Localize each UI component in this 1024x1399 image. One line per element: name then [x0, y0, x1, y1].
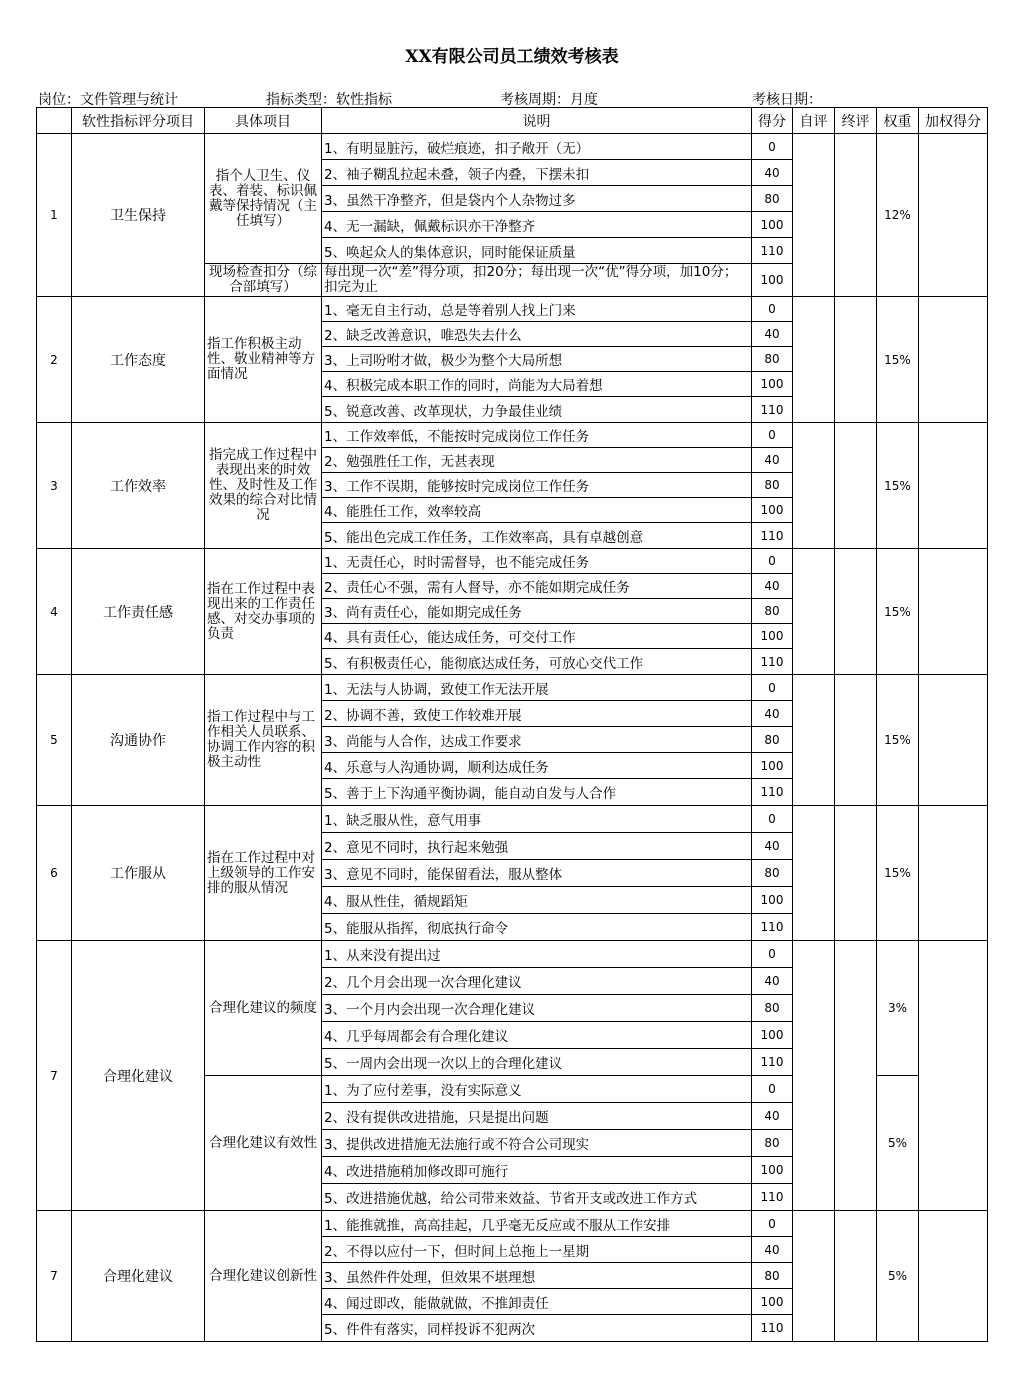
- final-eval-cell[interactable]: [835, 675, 877, 806]
- criteria-text: 2、责任心不强，需有人督导，亦不能如期完成任务: [322, 574, 752, 599]
- final-eval-cell[interactable]: [835, 806, 877, 941]
- weighted-score-cell[interactable]: [919, 423, 988, 549]
- weighted-score-cell[interactable]: [919, 806, 988, 941]
- weighted-score-cell[interactable]: [919, 1211, 988, 1342]
- score-cell: 40: [752, 1237, 793, 1263]
- score-cell: 40: [752, 701, 793, 727]
- criteria-text: 4、服从性佳，循规蹈矩: [322, 887, 752, 914]
- col-header-detail: 具体项目: [205, 108, 322, 134]
- indicator-type-label: 指标类型：软性指标: [266, 92, 392, 108]
- weight-cell: 15%: [877, 806, 919, 941]
- score-cell: 0: [752, 941, 793, 968]
- criteria-text: 4、具有责任心，能达成任务，可交付工作: [322, 624, 752, 649]
- weight-cell: 5%: [877, 1211, 919, 1342]
- col-header-index: [37, 108, 72, 134]
- criteria-text: 1、有明显脏污，破烂痕迹，扣子敞开（无）: [322, 134, 752, 160]
- detail-description: 指个人卫生、仪表、着装、标识佩戴等保持情况（主任填写）: [205, 134, 322, 264]
- criteria-text: 4、乐意与人沟通协调，顺利达成任务: [322, 753, 752, 779]
- criteria-text: 每出现一次“差”得分项，扣20分；每出现一次“优”得分项，加10分；扣完为止: [322, 264, 752, 297]
- score-cell: 100: [752, 264, 793, 297]
- criteria-text: 2、没有提供改进措施，只是提出问题: [322, 1103, 752, 1130]
- table-row: [37, 549, 988, 574]
- col-header-description: 说明: [322, 108, 752, 134]
- metric-name: 工作态度: [72, 297, 205, 423]
- col-header-score: 得分: [752, 108, 793, 134]
- metric-name: 合理化建议: [72, 1211, 205, 1342]
- criteria-text: 3、虽然干净整齐，但是袋内个人杂物过多: [322, 186, 752, 212]
- criteria-text: 2、几个月会出现一次合理化建议: [322, 968, 752, 995]
- criteria-text: 3、上司吩咐才做，极少为整个大局所想: [322, 347, 752, 372]
- criteria-text: 1、从来没有提出过: [322, 941, 752, 968]
- criteria-text: 4、能胜任工作，效率较高: [322, 498, 752, 523]
- weight-cell: 15%: [877, 675, 919, 806]
- criteria-text: 5、锐意改善、改革现状，力争最佳业绩: [322, 397, 752, 423]
- weight-cell: 5%: [877, 1076, 919, 1211]
- score-cell: 80: [752, 727, 793, 753]
- date-label: 考核日期：: [752, 92, 822, 108]
- criteria-text: 2、意见不同时，执行起来勉强: [322, 833, 752, 860]
- score-cell: 110: [752, 1049, 793, 1076]
- final-eval-cell[interactable]: [835, 941, 877, 1211]
- table-row: [37, 806, 988, 833]
- score-cell: 100: [752, 498, 793, 523]
- table-row: [37, 1211, 988, 1237]
- score-cell: 110: [752, 238, 793, 264]
- criteria-text: 5、能服从指挥，彻底执行命令: [322, 914, 752, 941]
- score-cell: 100: [752, 1289, 793, 1315]
- self-eval-cell[interactable]: [793, 297, 835, 423]
- position-label: 岗位：文件管理与统计: [38, 92, 178, 108]
- score-cell: 80: [752, 1263, 793, 1289]
- col-header-self-eval: 自评: [793, 108, 835, 134]
- score-cell: 40: [752, 1103, 793, 1130]
- criteria-text: 1、能推就推，高高挂起，几乎毫无反应或不服从工作安排: [322, 1211, 752, 1237]
- score-cell: 110: [752, 779, 793, 806]
- detail-description: 指工作积极主动性、敬业精神等方面情况: [205, 297, 322, 423]
- row-index: 7: [37, 941, 72, 1211]
- criteria-text: 3、意见不同时，能保留看法，服从整体: [322, 860, 752, 887]
- criteria-text: 1、无责任心，时时需督导，也不能完成任务: [322, 549, 752, 574]
- score-cell: 100: [752, 1157, 793, 1184]
- score-cell: 80: [752, 347, 793, 372]
- criteria-text: 1、毫无自主行动，总是等着别人找上门来: [322, 297, 752, 322]
- metric-name: 工作责任感: [72, 549, 205, 675]
- weighted-score-cell[interactable]: [919, 941, 988, 1211]
- metric-name: 合理化建议: [72, 941, 205, 1211]
- score-cell: 40: [752, 833, 793, 860]
- score-cell: 110: [752, 397, 793, 423]
- page-title: XX有限公司员工绩效考核表: [405, 47, 619, 67]
- score-cell: 0: [752, 549, 793, 574]
- weight-cell: 15%: [877, 423, 919, 549]
- col-header-weighted-score: 加权得分: [919, 108, 988, 134]
- criteria-text: 5、件件有落实，同样投诉不犯两次: [322, 1315, 752, 1342]
- weighted-score-cell[interactable]: [919, 297, 988, 423]
- score-cell: 80: [752, 186, 793, 212]
- score-cell: 80: [752, 860, 793, 887]
- weighted-score-cell[interactable]: [919, 134, 988, 297]
- criteria-text: 3、提供改进措施无法施行或不符合公司现实: [322, 1130, 752, 1157]
- score-cell: 80: [752, 995, 793, 1022]
- table-row: [37, 423, 988, 448]
- criteria-text: 3、工作不误期，能够按时完成岗位工作任务: [322, 473, 752, 498]
- score-cell: 80: [752, 1130, 793, 1157]
- criteria-text: 5、改进措施优越，给公司带来效益、节省开支或改进工作方式: [322, 1184, 752, 1211]
- self-eval-cell[interactable]: [793, 549, 835, 675]
- row-index: 7: [37, 1211, 72, 1342]
- final-eval-cell[interactable]: [835, 549, 877, 675]
- final-eval-cell[interactable]: [835, 423, 877, 549]
- criteria-text: 5、唤起众人的集体意识，同时能保证质量: [322, 238, 752, 264]
- criteria-text: 4、无一漏缺，佩戴标识亦干净整齐: [322, 212, 752, 238]
- criteria-text: 3、一个月内会出现一次合理化建议: [322, 995, 752, 1022]
- evaluation-table: [36, 107, 988, 1342]
- self-eval-cell[interactable]: [793, 423, 835, 549]
- detail-description: 现场检查扣分（综合部填写）: [205, 264, 322, 297]
- score-cell: 80: [752, 473, 793, 498]
- col-header-item: 软性指标评分项目: [72, 108, 205, 134]
- score-cell: 110: [752, 1315, 793, 1342]
- criteria-text: 4、几乎每周都会有合理化建议: [322, 1022, 752, 1049]
- self-eval-cell[interactable]: [793, 1211, 835, 1342]
- metric-name: 工作效率: [72, 423, 205, 549]
- col-header-weight: 权重: [877, 108, 919, 134]
- weighted-score-cell[interactable]: [919, 675, 988, 806]
- metric-name: 卫生保持: [72, 134, 205, 297]
- criteria-text: 3、尚有责任心，能如期完成任务: [322, 599, 752, 624]
- score-cell: 110: [752, 1184, 793, 1211]
- row-index: 5: [37, 675, 72, 806]
- score-cell: 100: [752, 212, 793, 238]
- weight-cell: 15%: [877, 297, 919, 423]
- metric-name: 沟通协作: [72, 675, 205, 806]
- score-cell: 40: [752, 968, 793, 995]
- score-cell: 0: [752, 423, 793, 448]
- criteria-text: 5、有积极责任心，能彻底达成任务，可放心交代工作: [322, 649, 752, 675]
- col-header-final-eval: 终评: [835, 108, 877, 134]
- criteria-text: 1、无法与人协调，致使工作无法开展: [322, 675, 752, 701]
- criteria-text: 3、虽然件件处理，但效果不堪理想: [322, 1263, 752, 1289]
- score-cell: 110: [752, 649, 793, 675]
- criteria-text: 4、积极完成本职工作的同时，尚能为大局着想: [322, 372, 752, 397]
- score-cell: 40: [752, 448, 793, 473]
- criteria-text: 4、改进措施稍加修改即可施行: [322, 1157, 752, 1184]
- score-cell: 40: [752, 322, 793, 347]
- criteria-text: 1、工作效率低，不能按时完成岗位工作任务: [322, 423, 752, 448]
- score-cell: 100: [752, 887, 793, 914]
- detail-description: 合理化建议有效性: [205, 1076, 322, 1211]
- weight-cell: 12%: [877, 134, 919, 297]
- score-cell: 0: [752, 1076, 793, 1103]
- weight-cell: 3%: [877, 941, 919, 1076]
- criteria-text: 2、袖子糊乱拉起未叠，领子内叠，下摆未扣: [322, 160, 752, 186]
- self-eval-cell[interactable]: [793, 941, 835, 1211]
- row-index: 2: [37, 297, 72, 423]
- score-cell: 0: [752, 675, 793, 701]
- self-eval-cell[interactable]: [793, 806, 835, 941]
- criteria-text: 1、为了应付差事，没有实际意义: [322, 1076, 752, 1103]
- criteria-text: 3、尚能与人合作，达成工作要求: [322, 727, 752, 753]
- score-cell: 110: [752, 523, 793, 549]
- self-eval-cell[interactable]: [793, 134, 835, 297]
- score-cell: 100: [752, 1022, 793, 1049]
- score-cell: 0: [752, 134, 793, 160]
- row-index: 4: [37, 549, 72, 675]
- final-eval-cell[interactable]: [835, 1211, 877, 1342]
- table-row: [37, 941, 988, 968]
- row-index: 3: [37, 423, 72, 549]
- criteria-text: 5、能出色完成工作任务，工作效率高，具有卓越创意: [322, 523, 752, 549]
- row-index: 1: [37, 134, 72, 297]
- metric-name: 工作服从: [72, 806, 205, 941]
- detail-description: 指工作过程中与工作相关人员联系、协调工作内容的积极主动性: [205, 675, 322, 806]
- row-index: 6: [37, 806, 72, 941]
- criteria-text: 5、一周内会出现一次以上的合理化建议: [322, 1049, 752, 1076]
- criteria-text: 2、不得以应付一下，但时间上总拖上一星期: [322, 1237, 752, 1263]
- period-label: 考核周期：月度: [500, 92, 598, 108]
- header-row: [37, 108, 988, 134]
- criteria-text: 2、勉强胜任工作，无甚表现: [322, 448, 752, 473]
- detail-description: 合理化建议的频度: [205, 941, 322, 1076]
- criteria-text: 5、善于上下沟通平衡协调，能自动自发与人合作: [322, 779, 752, 806]
- score-cell: 0: [752, 1211, 793, 1237]
- score-cell: 100: [752, 624, 793, 649]
- score-cell: 80: [752, 599, 793, 624]
- score-cell: 0: [752, 297, 793, 322]
- self-eval-cell[interactable]: [793, 675, 835, 806]
- table-row: [37, 134, 988, 160]
- score-cell: 0: [752, 806, 793, 833]
- score-cell: 100: [752, 753, 793, 779]
- detail-description: 指在工作过程中对上级领导的工作安排的服从情况: [205, 806, 322, 941]
- detail-description: 合理化建议创新性: [205, 1211, 322, 1342]
- score-cell: 110: [752, 914, 793, 941]
- weighted-score-cell[interactable]: [919, 549, 988, 675]
- criteria-text: 2、协调不善，致使工作较难开展: [322, 701, 752, 727]
- criteria-text: 2、缺乏改善意识，唯恐失去什么: [322, 322, 752, 347]
- criteria-text: 4、闻过即改，能做就做，不推卸责任: [322, 1289, 752, 1315]
- detail-description: 指完成工作过程中表现出来的时效性、及时性及工作效果的综合对比情况: [205, 423, 322, 549]
- final-eval-cell[interactable]: [835, 134, 877, 297]
- final-eval-cell[interactable]: [835, 297, 877, 423]
- table-row: [37, 297, 988, 322]
- score-cell: 40: [752, 574, 793, 599]
- criteria-text: 1、缺乏服从性，意气用事: [322, 806, 752, 833]
- weight-cell: 15%: [877, 549, 919, 675]
- score-cell: 40: [752, 160, 793, 186]
- score-cell: 100: [752, 372, 793, 397]
- detail-description: 指在工作过程中表现出来的工作责任感、对交办事项的负责: [205, 549, 322, 675]
- table-row: [37, 675, 988, 701]
